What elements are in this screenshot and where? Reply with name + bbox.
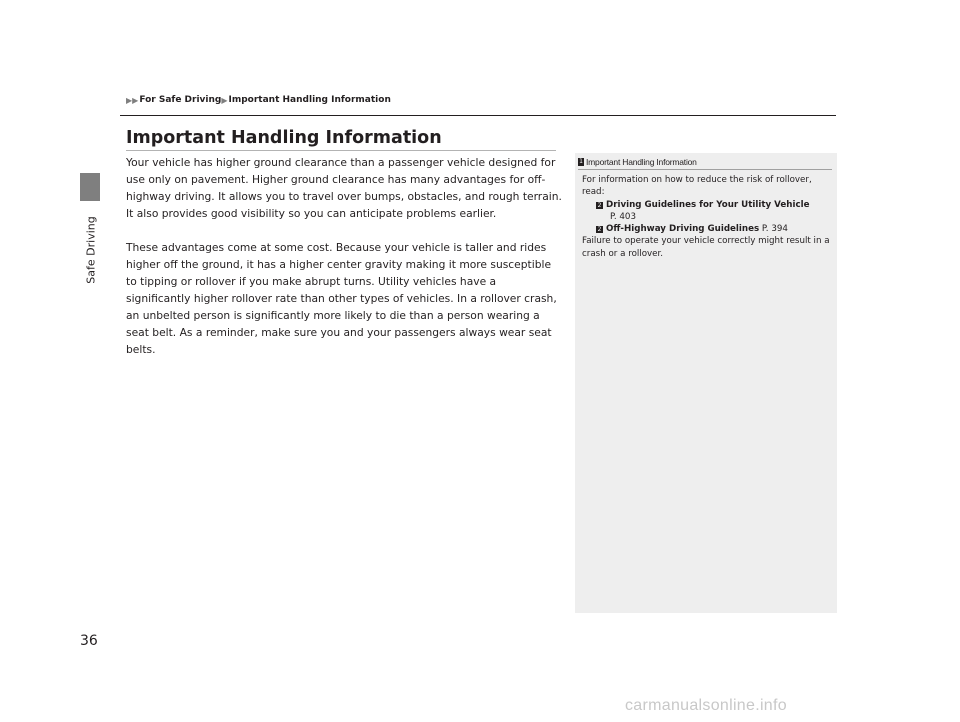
cross-reference-link[interactable] [582,199,832,211]
note-marker-icon: 1 [579,158,583,165]
side-note-body [582,174,832,260]
page-title: Important Handling Information [126,128,442,148]
reference-label: Driving Guidelines for Your Utility Vehicle [606,199,810,210]
breadcrumb-item-current: Important Handling Information [228,95,391,105]
side-note-closing: Failure to operate your vehicle correctly might result in a crash or a rollover. [582,236,830,259]
reference-label: Off-Highway Driving Guidelines [606,224,760,235]
breadcrumb-arrow-icon: ▶ [221,95,228,105]
header-divider [120,115,836,116]
reference-page[interactable]: P. 403 [610,211,636,222]
reference-arrow-icon: 2 [597,201,602,209]
reference-page: P. 394 [761,224,788,235]
main-content [126,154,562,375]
side-note-intro: For information on how to reduce the risk of rollover, read: [582,175,812,198]
side-note-header [578,157,697,167]
cross-reference-link[interactable] [582,223,832,235]
section-side-label: Safe Driving [84,216,98,284]
section-tab-marker [80,173,100,201]
page-number: 36 [80,633,98,649]
watermark: carmanualsonline.info [625,697,787,714]
breadcrumb-item-for-safe-driving[interactable]: For Safe Driving [139,95,222,105]
breadcrumb [126,95,391,105]
body-paragraph-2: These advantages come at some cost. Because your vehicle is taller and rides higher off the ground, it has a higher center gravity making it more susceptible to tipping or rollover if you make abrupt turns. Utility vehicles have a significantly higher rollover rate than other types of vehicles. In a rollover crash, an unbelted person is significantly more likely to die than a person wearing a seat belt. As a reminder, make sure you and your passengers always wear seat belts. [126,241,557,356]
reference-arrow-icon: 2 [597,226,602,234]
breadcrumb-arrow-icon: ▶▶ [126,95,139,105]
side-note-divider [578,169,832,170]
title-underline [126,150,556,151]
body-paragraph-1: Your vehicle has higher ground clearance than a passenger vehicle designed for use only on pavement. Higher ground clearance has many advantages for off-highway driving. It allows you to travel over bumps, obstacles, and rough terrain. It also provides good visibility so you can anticipate problems earlier. [126,156,562,220]
side-note-title: Important Handling Information [586,157,697,167]
